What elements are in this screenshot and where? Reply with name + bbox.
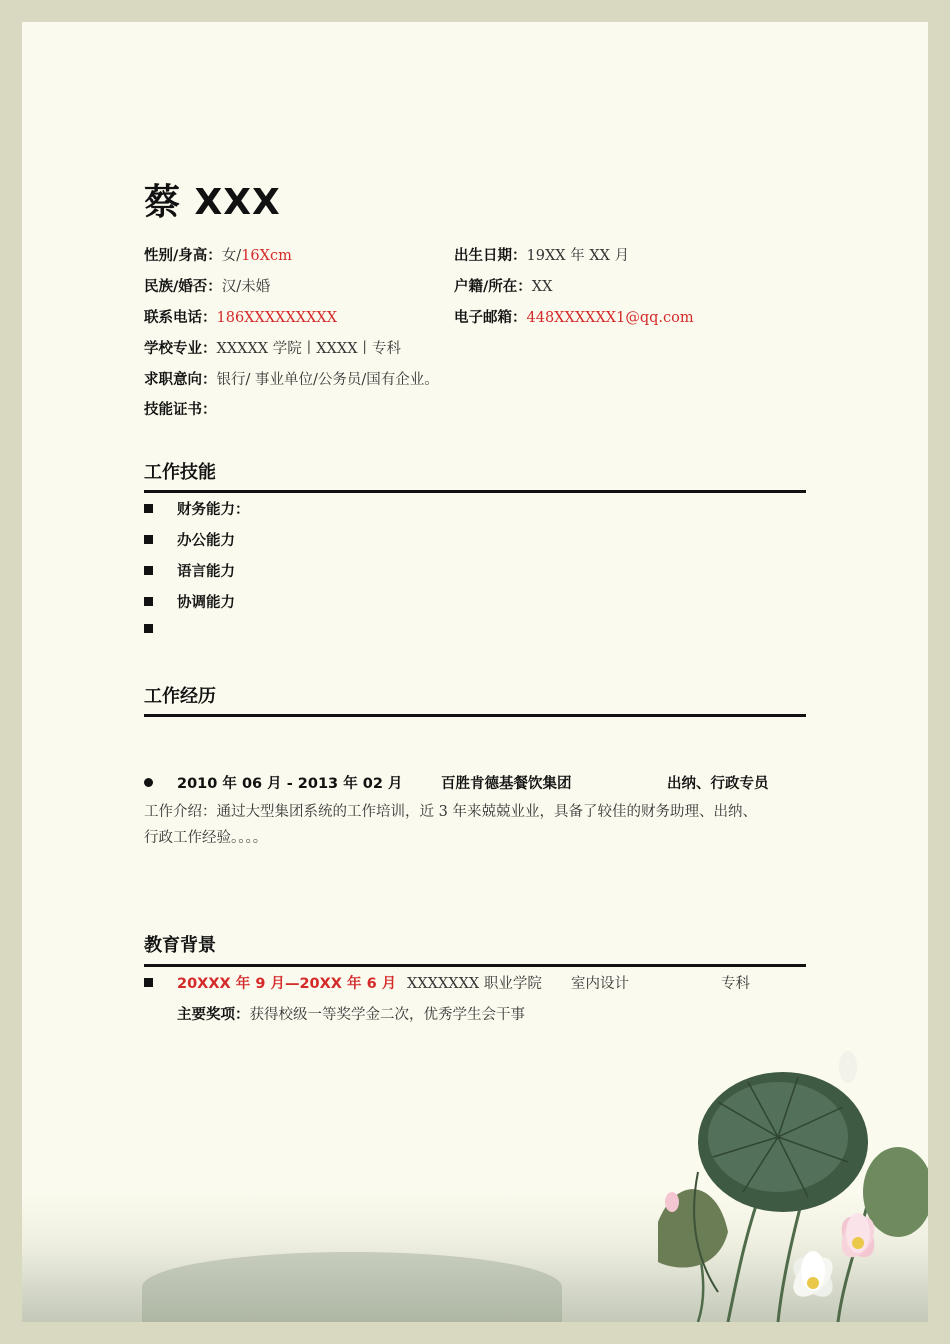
square-bullet-icon bbox=[144, 566, 153, 575]
education-divider bbox=[144, 964, 806, 967]
awards-value: 获得校级一等奖学金二次，优秀学生会干事 bbox=[249, 1007, 525, 1023]
square-bullet-icon bbox=[144, 535, 153, 544]
certificates-row bbox=[144, 398, 217, 419]
gender-value: 女/ bbox=[221, 248, 242, 264]
phone-row bbox=[144, 306, 337, 327]
experience-company: 百胜肯德基餐饮集团 bbox=[441, 776, 572, 792]
education-major: 室内设计 bbox=[571, 976, 629, 992]
gender-height-row bbox=[144, 244, 292, 265]
skills-title: 工作技能 bbox=[144, 462, 216, 483]
square-bullet-icon bbox=[144, 504, 153, 513]
skill-item: 财务能力： bbox=[144, 498, 250, 519]
email-row bbox=[454, 306, 694, 327]
hukou-value: XX bbox=[531, 279, 553, 295]
hukou-label: 户籍/所在： bbox=[454, 279, 532, 295]
email-label: 电子邮箱： bbox=[454, 310, 527, 326]
experience-period: 2010 年 06 月 - 2013 年 02 月 bbox=[177, 776, 403, 792]
experience-description: 工作介绍：通过大型集团系统的工作培训，近 3 年来兢兢业业，具备了较佳的财务助理、出纳、 行政工作经验。。。。 bbox=[144, 804, 757, 846]
birth-label: 出生日期： bbox=[454, 248, 527, 264]
gender-height-label: 性别/身高： bbox=[144, 248, 222, 264]
phone-label: 联系电话： bbox=[144, 310, 217, 326]
awards-row bbox=[177, 1003, 525, 1024]
ethnic-marital-row bbox=[144, 275, 270, 296]
education-school: XXXXXXX 职业学院 bbox=[407, 976, 542, 992]
square-bullet-icon bbox=[144, 624, 153, 633]
certificates-label: 技能证书： bbox=[144, 402, 217, 418]
skill-item bbox=[144, 622, 177, 638]
height-value: 16Xcm bbox=[241, 248, 292, 264]
school-major-value: XXXXX 学院丨XXXX丨专科 bbox=[216, 341, 402, 357]
email-value[interactable]: 448XXXXXX1@qq.com bbox=[526, 310, 694, 326]
birth-row bbox=[454, 244, 629, 265]
skill-item: 语言能力 bbox=[144, 560, 235, 581]
square-bullet-icon bbox=[144, 978, 153, 987]
experience-position: 出纳、行政专员 bbox=[667, 776, 769, 792]
awards-label: 主要奖项： bbox=[177, 1007, 250, 1023]
experience-entry bbox=[144, 772, 769, 793]
skills-divider bbox=[144, 490, 806, 493]
school-major-label: 学校专业： bbox=[144, 341, 217, 357]
job-intent-value: 银行/ 事业单位/公务员/国有企业。 bbox=[216, 372, 439, 388]
skill-item: 办公能力 bbox=[144, 529, 235, 550]
education-degree: 专科 bbox=[721, 976, 750, 992]
skill-item: 协调能力 bbox=[144, 591, 235, 612]
experience-divider bbox=[144, 714, 806, 717]
phone-value[interactable]: 186XXXXXXXXX bbox=[216, 310, 338, 326]
hukou-row bbox=[454, 275, 552, 296]
round-bullet-icon bbox=[144, 778, 153, 787]
candidate-name: 蔡 XXX bbox=[144, 182, 281, 223]
experience-title: 工作经历 bbox=[144, 686, 216, 707]
job-intent-row bbox=[144, 368, 439, 389]
square-bullet-icon bbox=[144, 597, 153, 606]
job-intent-label: 求职意向： bbox=[144, 372, 217, 388]
education-entry bbox=[144, 972, 750, 993]
birth-value: 19XX 年 XX 月 bbox=[526, 248, 630, 264]
resume-page bbox=[22, 22, 928, 1322]
education-title: 教育背景 bbox=[144, 935, 216, 956]
education-period: 20XXX 年 9 月—20XX 年 6 月 bbox=[177, 976, 397, 992]
ethnic-marital-label: 民族/婚否： bbox=[144, 279, 222, 295]
school-major-row bbox=[144, 337, 401, 358]
ethnic-marital-value: 汉/未婚 bbox=[221, 279, 271, 295]
